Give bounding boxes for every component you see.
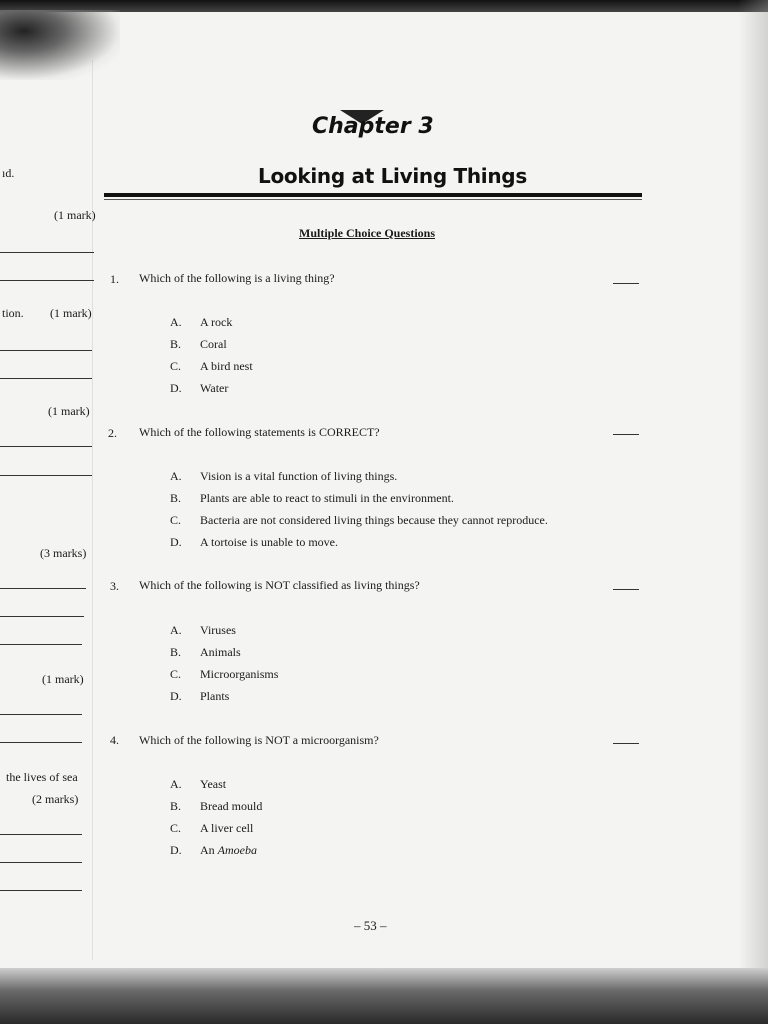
title-rule <box>104 193 642 197</box>
margin-answer-line <box>0 644 82 645</box>
question-number: 3. <box>110 579 119 593</box>
question-text: Which of the following statements is CORRECT? <box>139 425 380 439</box>
margin-answer-line <box>0 890 82 891</box>
option-letter: B. <box>170 337 182 351</box>
margin-fragment: ıd. <box>2 166 15 180</box>
option-text: Vision is a vital function of living things. <box>200 469 398 483</box>
question-number: 1. <box>110 272 119 286</box>
option-text-prefix: An <box>200 843 218 857</box>
margin-answer-line <box>0 475 92 476</box>
option-letter: C. <box>170 821 182 835</box>
option-text <box>200 843 257 858</box>
question-number: 2. <box>108 426 117 440</box>
option-text: A liver cell <box>200 821 254 835</box>
answer-blank[interactable] <box>613 743 639 744</box>
margin-answer-line <box>0 378 92 379</box>
margin-fragment: tion. <box>2 306 24 320</box>
option-letter: B. <box>170 799 182 813</box>
question-number: 4. <box>110 733 119 747</box>
page-title: Looking at Living Things <box>258 164 527 188</box>
option-letter: D. <box>170 843 182 857</box>
margin-fragment: (1 mark) <box>54 208 96 222</box>
option-text: A tortoise is unable to move. <box>200 535 338 549</box>
option-letter: D. <box>170 689 182 703</box>
answer-blank[interactable] <box>613 434 639 435</box>
margin-answer-line <box>0 714 82 715</box>
option-text: Viruses <box>200 623 236 637</box>
page-number: – 53 – <box>354 918 387 933</box>
scan-edge-bottom <box>0 968 768 1024</box>
option-text: A rock <box>200 315 233 329</box>
option-text: Microorganisms <box>200 667 279 681</box>
section-heading: Multiple Choice Questions <box>299 226 436 240</box>
margin-answer-line <box>0 742 82 743</box>
scan-edge-right <box>738 0 768 1024</box>
option-letter: A. <box>170 315 182 329</box>
option-letter: C. <box>170 667 182 681</box>
margin-answer-line <box>0 252 94 253</box>
margin-fragment: (1 mark) <box>50 306 92 320</box>
answer-blank[interactable] <box>613 589 639 590</box>
option-text: Bread mould <box>200 799 263 813</box>
margin-answer-line <box>0 616 84 617</box>
question-text: Which of the following is NOT classified as living things? <box>139 578 420 592</box>
margin-answer-line <box>0 588 86 589</box>
question-text: Which of the following is NOT a microorganism? <box>139 733 379 747</box>
option-text: Water <box>200 381 229 395</box>
question-text: Which of the following is a living thing? <box>139 271 335 285</box>
margin-answer-line <box>0 862 82 863</box>
option-letter: A. <box>170 777 182 791</box>
chapter-heading: Chapter 3 <box>312 114 434 139</box>
scan-shadow-topleft <box>0 10 120 80</box>
margin-fragment: (2 marks) <box>32 792 79 806</box>
margin-answer-line <box>0 834 82 835</box>
option-text: Animals <box>200 645 241 659</box>
margin-answer-line <box>0 280 94 281</box>
margin-fragment: (1 mark) <box>42 672 84 686</box>
option-text: Plants <box>200 689 230 703</box>
margin-fragment: (1 mark) <box>48 404 90 418</box>
option-text: Bacteria are not considered living things because they cannot reproduce. <box>200 513 548 527</box>
margin-fragment: (3 marks) <box>40 546 87 560</box>
option-letter: C. <box>170 359 182 373</box>
option-letter: D. <box>170 381 182 395</box>
margin-answer-line <box>0 446 92 447</box>
margin-answer-line <box>0 350 92 351</box>
option-text: Plants are able to react to stimuli in the environment. <box>200 491 454 505</box>
option-text-italic: Amoeba <box>217 843 257 857</box>
title-rule-thin <box>104 199 642 200</box>
option-text: Coral <box>200 337 227 351</box>
margin-fragment: the lives of sea <box>6 770 78 784</box>
option-letter: A. <box>170 469 182 483</box>
option-text: A bird nest <box>200 359 253 373</box>
option-letter: D. <box>170 535 182 549</box>
option-letter: C. <box>170 513 182 527</box>
option-letter: A. <box>170 623 182 637</box>
option-text: Yeast <box>200 777 227 791</box>
answer-blank[interactable] <box>613 283 639 284</box>
option-letter: B. <box>170 645 182 659</box>
option-letter: B. <box>170 491 182 505</box>
page-fold-line <box>92 60 93 960</box>
